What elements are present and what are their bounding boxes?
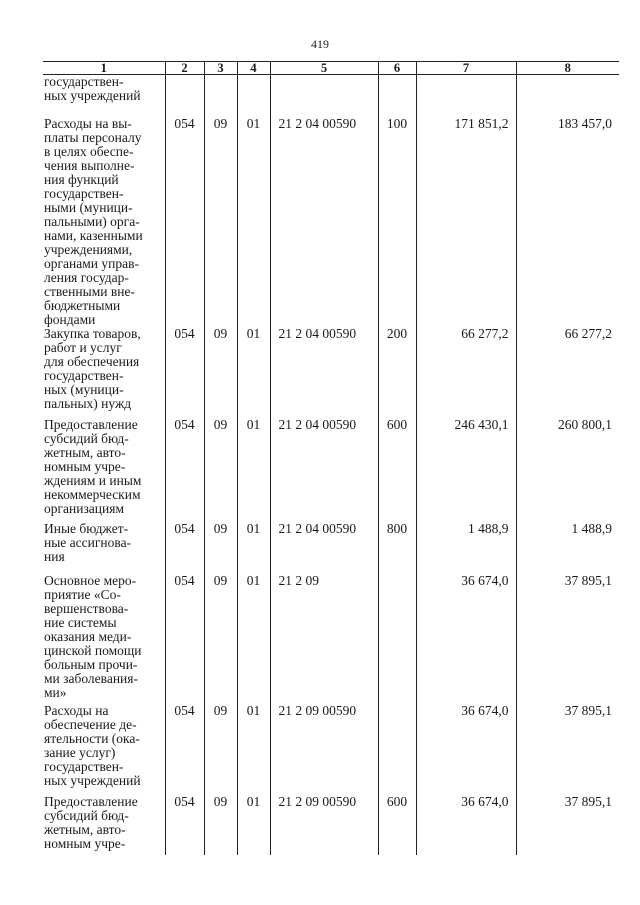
cell-amount-year-2: [516, 704, 619, 795]
cell-expense-type-text: 800: [386, 520, 408, 536]
cell-amount-year-2: [516, 795, 619, 855]
cell-expense-type-text: 200: [386, 325, 408, 341]
cell-target-article-text: 21 2 09 00590: [278, 793, 357, 809]
cell-section-code: [204, 418, 237, 522]
cell-subsection-code-text: 01: [246, 325, 261, 341]
cell-amount-year-1-text: 171 851,2: [454, 115, 509, 131]
column-header: 8: [516, 62, 619, 75]
cell-subsection-code: [237, 704, 270, 795]
row-description: [43, 704, 165, 795]
budget-table: [43, 61, 619, 855]
column-header: 1: [43, 62, 165, 75]
cell-target-article: [270, 327, 378, 418]
cell-ministry-code-text: 054: [174, 520, 195, 536]
table-row: [43, 327, 619, 418]
cell-ministry-code: [165, 704, 204, 795]
cell-section-code: [204, 117, 237, 327]
cell-section-code-text: 09: [213, 416, 228, 432]
cell-subsection-code: [237, 75, 270, 117]
cell-ministry-code-text: 054: [174, 416, 195, 432]
cell-amount-year-1-text: 246 430,1: [454, 416, 509, 432]
cell-section-code-text: 09: [213, 793, 228, 809]
cell-expense-type: [378, 75, 416, 117]
cell-expense-type-text: 100: [386, 115, 408, 131]
cell-amount-year-2: [516, 522, 619, 574]
cell-ministry-code: [165, 327, 204, 418]
table-row: [43, 522, 619, 574]
row-description-text: Расходы на обеспечение де- ятельности (ока- зание услуг) государствен- ных учреждений: [44, 702, 141, 788]
cell-amount-year-1: [416, 522, 516, 574]
cell-target-article-text: 21 2 04 00590: [278, 115, 357, 131]
cell-expense-type: [378, 522, 416, 574]
cell-amount-year-2-text: 260 800,1: [558, 416, 612, 432]
cell-section-code: [204, 75, 237, 117]
cell-ministry-code-text: 054: [174, 793, 195, 809]
cell-section-code-text: 09: [213, 520, 228, 536]
cell-ministry-code: [165, 795, 204, 855]
table-row: [43, 117, 619, 327]
cell-amount-year-2-text: 1 488,9: [571, 520, 612, 536]
row-description-text: Основное меро- приятие «Со- вершенствова- ние системы оказания меди- цинской помощи больным прочи- ми заболевания- ми»: [44, 572, 142, 700]
cell-section-code-text: 09: [213, 325, 228, 341]
row-description: [43, 117, 165, 327]
cell-amount-year-1-text: 36 674,0: [461, 793, 509, 809]
table-row: [43, 795, 619, 855]
row-description: [43, 522, 165, 574]
cell-subsection-code: [237, 522, 270, 574]
cell-ministry-code: [165, 117, 204, 327]
cell-amount-year-1-text: 66 277,2: [461, 325, 509, 341]
row-description-text: Закупка товаров, работ и услуг для обеспечения государствен- ных (муници- пальных) нужд: [44, 325, 141, 411]
cell-target-article: [270, 522, 378, 574]
cell-amount-year-2: [516, 117, 619, 327]
cell-target-article: [270, 574, 378, 704]
table-row: [43, 75, 619, 117]
cell-ministry-code: [165, 574, 204, 704]
cell-expense-type-text: 600: [386, 416, 408, 432]
cell-target-article: [270, 418, 378, 522]
cell-amount-year-1-text: 36 674,0: [461, 702, 509, 718]
cell-amount-year-2-text: 66 277,2: [564, 325, 612, 341]
cell-subsection-code-text: 01: [246, 793, 261, 809]
row-description: [43, 574, 165, 704]
cell-expense-type: [378, 795, 416, 855]
cell-section-code-text: 09: [213, 572, 228, 588]
cell-subsection-code-text: 01: [246, 416, 261, 432]
cell-amount-year-2-text: 37 895,1: [564, 572, 612, 588]
table-header-row: [43, 62, 619, 75]
cell-subsection-code: [237, 574, 270, 704]
cell-target-article: [270, 795, 378, 855]
cell-ministry-code-text: 054: [174, 325, 195, 341]
cell-target-article: [270, 704, 378, 795]
cell-subsection-code-text: 01: [246, 572, 261, 588]
cell-amount-year-1: [416, 574, 516, 704]
cell-amount-year-1: [416, 75, 516, 117]
cell-ministry-code-text: 054: [174, 115, 195, 131]
cell-amount-year-2: [516, 75, 619, 117]
row-description-text: государствен- ных учреждений: [44, 74, 141, 103]
cell-subsection-code: [237, 418, 270, 522]
row-description-text: Расходы на вы- платы персоналу в целях обеспе- чения выполне- ния функций государствен- ными (муници- пальными) орга- нами, казенными учреждениями, органами управ- ления государ- ственными вне- бюджетными фондами: [44, 115, 143, 327]
cell-expense-type: [378, 574, 416, 704]
cell-section-code: [204, 574, 237, 704]
column-header: 6: [378, 62, 416, 75]
cell-subsection-code: [237, 117, 270, 327]
row-description: [43, 327, 165, 418]
column-header: 2: [165, 62, 204, 75]
cell-target-article-text: 21 2 04 00590: [278, 416, 357, 432]
cell-expense-type: [378, 418, 416, 522]
column-header: 5: [270, 62, 378, 75]
row-description: [43, 418, 165, 522]
cell-section-code: [204, 522, 237, 574]
cell-target-article-text: 21 2 04 00590: [278, 520, 357, 536]
cell-amount-year-2: [516, 327, 619, 418]
row-description-text: Предоставление субсидий бюд- жетным, авто- номным учре-: [44, 793, 138, 851]
cell-section-code: [204, 327, 237, 418]
cell-ministry-code-text: 054: [174, 702, 195, 718]
cell-amount-year-1: [416, 327, 516, 418]
cell-section-code-text: 09: [213, 702, 228, 718]
cell-amount-year-2-text: 37 895,1: [564, 793, 612, 809]
cell-subsection-code: [237, 795, 270, 855]
cell-amount-year-1: [416, 704, 516, 795]
row-description-text: Иные бюджет- ные ассигнова- ния: [44, 520, 132, 564]
row-description-text: Предоставление субсидий бюд- жетным, авто- номным учре- ждениям и иным некоммерческим организациям: [44, 416, 142, 516]
table-row: [43, 418, 619, 522]
cell-target-article-text: 21 2 04 00590: [278, 325, 357, 341]
cell-ministry-code-text: 054: [174, 572, 195, 588]
cell-target-article: [270, 75, 378, 117]
cell-amount-year-1: [416, 418, 516, 522]
cell-amount-year-2: [516, 574, 619, 704]
cell-ministry-code: [165, 522, 204, 574]
cell-section-code-text: 09: [213, 115, 228, 131]
column-header: 4: [237, 62, 270, 75]
cell-expense-type: [378, 327, 416, 418]
cell-amount-year-1-text: 36 674,0: [461, 572, 509, 588]
cell-section-code: [204, 704, 237, 795]
cell-target-article-text: 21 2 09: [278, 572, 319, 588]
cell-target-article-text: 21 2 09 00590: [278, 702, 357, 718]
cell-section-code: [204, 795, 237, 855]
cell-amount-year-1: [416, 795, 516, 855]
cell-ministry-code: [165, 418, 204, 522]
cell-amount-year-2-text: 183 457,0: [558, 115, 612, 131]
row-description: [43, 75, 165, 117]
cell-amount-year-1-text: 1 488,9: [468, 520, 509, 536]
column-header: 7: [416, 62, 516, 75]
cell-target-article: [270, 117, 378, 327]
cell-subsection-code-text: 01: [246, 702, 261, 718]
cell-subsection-code-text: 01: [246, 115, 261, 131]
cell-ministry-code: [165, 75, 204, 117]
cell-amount-year-1: [416, 117, 516, 327]
cell-expense-type-text: 600: [386, 793, 408, 809]
cell-expense-type: [378, 704, 416, 795]
cell-subsection-code: [237, 327, 270, 418]
table-body: [43, 75, 619, 855]
cell-amount-year-2: [516, 418, 619, 522]
table-row: [43, 704, 619, 795]
cell-subsection-code-text: 01: [246, 520, 261, 536]
cell-amount-year-2-text: 37 895,1: [564, 702, 612, 718]
column-header: 3: [204, 62, 237, 75]
page-number: 419: [311, 37, 329, 51]
row-description: [43, 795, 165, 855]
table-row: [43, 574, 619, 704]
cell-expense-type: [378, 117, 416, 327]
